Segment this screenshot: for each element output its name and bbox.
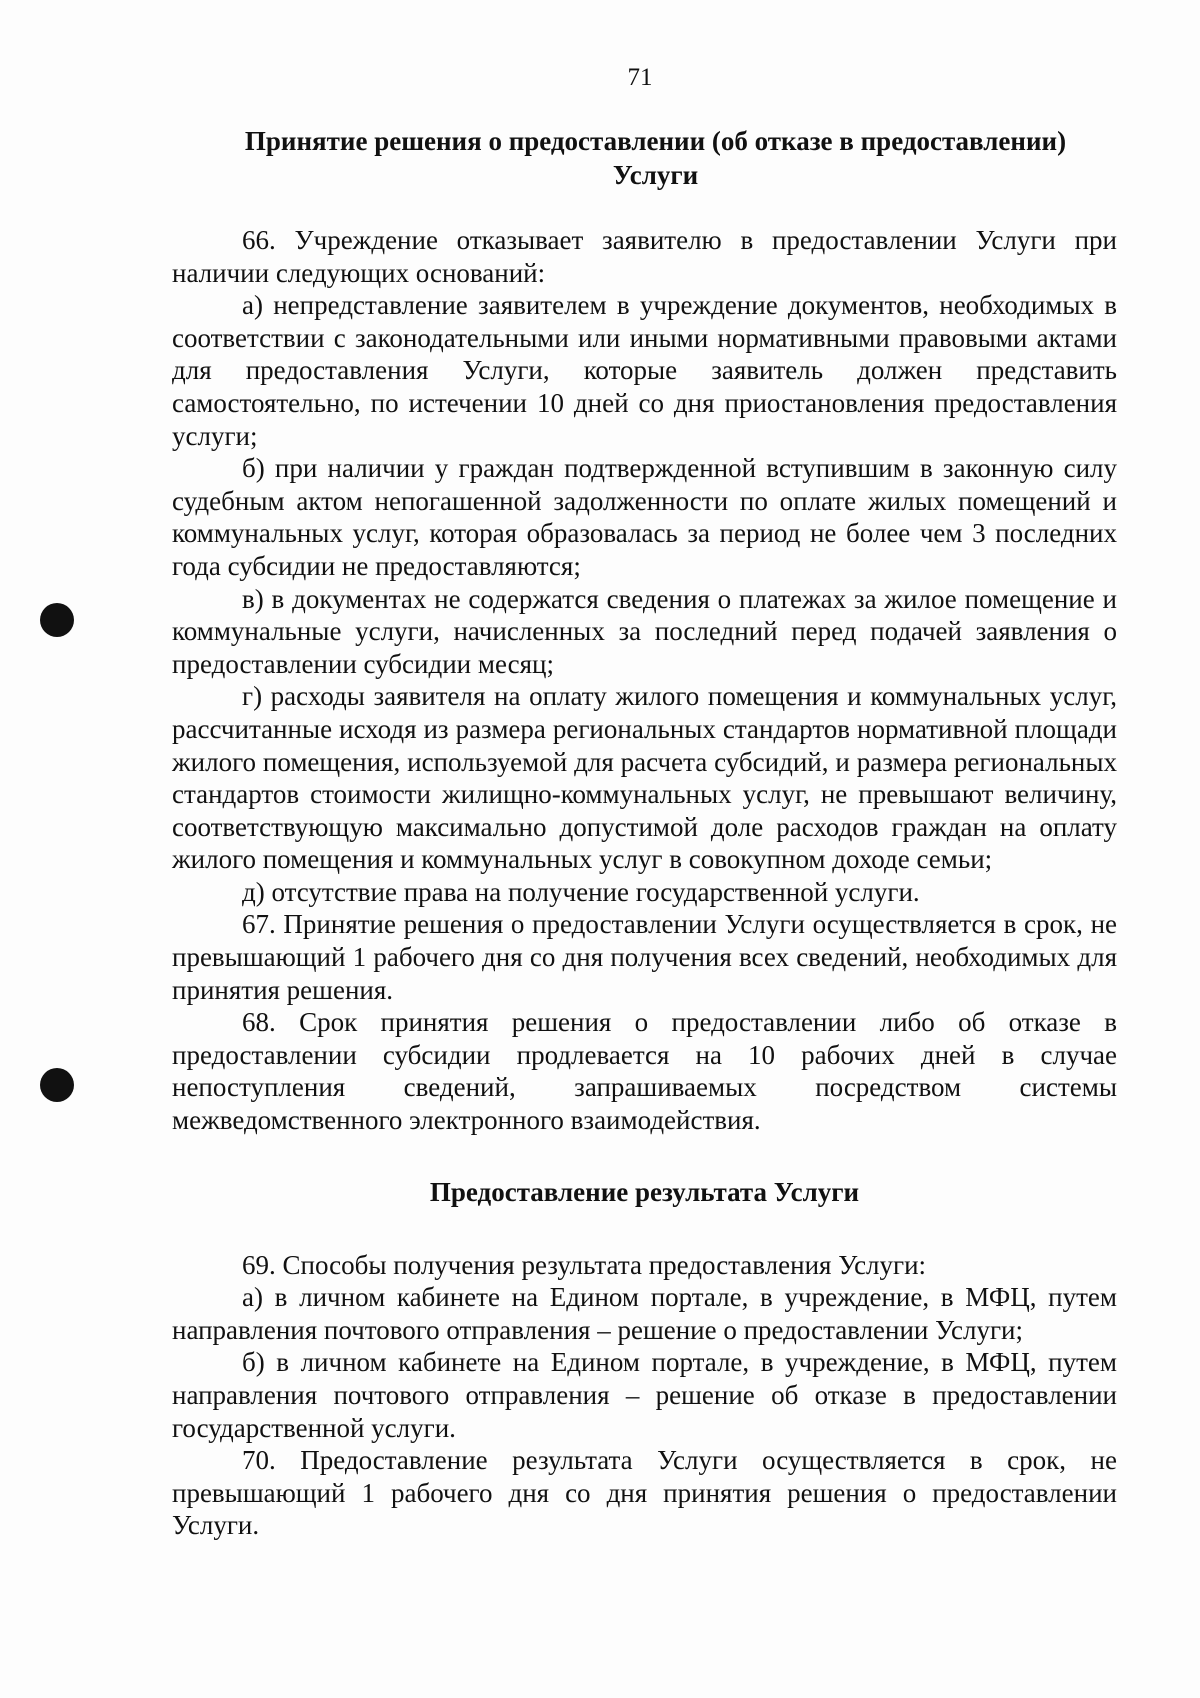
section-heading-line: Принятие решения о предоставлении (об отказе в предоставлении) (244, 126, 1067, 156)
section-heading-line: Услуги (612, 160, 699, 190)
binder-hole (40, 603, 74, 637)
paragraph: б) в личном кабинете на Едином портале, в учреждение, в МФЦ, путем направления почтового отправления – решение об отказе в предоставлении государственной услуги. (172, 1347, 1117, 1443)
document-body (172, 124, 1117, 1542)
section-heading (172, 124, 1117, 192)
binder-hole (40, 1068, 74, 1102)
paragraph: 70. Предоставление результата Услуги осуществляется в срок, не превышающий 1 рабочего дня со дня принятия решения о предоставлении Услуги. (172, 1445, 1117, 1541)
paragraph: 66. Учреждение отказывает заявителю в предоставлении Услуги при наличии следующих оснований: (172, 225, 1117, 288)
paragraph: в) в документах не содержатся сведения о платежах за жилое помещение и коммунальные услуги, начисленных за последний перед подачей заявления о предоставлении субсидии месяц; (172, 583, 1117, 679)
paragraph: а) непредставление заявителем в учреждение документов, необходимых в соответствии с законодательными или иными нормативными правовыми актами для предоставления Услуги, которые заявитель должен представить самостоятельно, по истечении 10 дней со дня приостановления предоставления услуги; (172, 290, 1117, 451)
paragraph: г) расходы заявителя на оплату жилого помещения и коммунальных услуг, рассчитанные исходя из размера региональных стандартов нормативной площади жилого помещения, используемой для расчета субсидий, и размера региональных стандартов стоимости жилищно-коммунальных услуг, не превышают величину, соответствующую максимально допустимой доле расходов граждан на оплату жилого помещения и коммунальных услуг в совокупном доходе семьи; (172, 681, 1117, 875)
section-heading: Предоставление результата Услуги (429, 1176, 860, 1207)
paragraph: б) при наличии у граждан подтвержденной вступившим в законную силу судебным актом непогашенной задолженности по оплате жилых помещений и коммунальных услуг, которая образовалась за период не более чем 3 последних года субсидии не предоставляются; (172, 453, 1117, 581)
paragraph: 68. Срок принятия решения о предоставлении либо об отказе в предоставлении субсидии продлевается на 10 рабочих дней в случае непоступления сведений, запрашиваемых посредством системы межведомственного электронного взаимодействия. (172, 1007, 1117, 1136)
paragraph: д) отсутствие права на получение государственной услуги. (242, 876, 920, 907)
page-number: 71 (627, 64, 653, 91)
paragraph: 67. Принятие решения о предоставлении Услуги осуществляется в срок, не превышающий 1 рабочего дня со дня получения всех сведений, необходимых для принятия решения. (172, 909, 1117, 1005)
paragraph: а) в личном кабинете на Едином портале, в учреждение, в МФЦ, путем направления почтового отправления – решение о предоставлении Услуги; (172, 1282, 1117, 1345)
paragraph: 69. Способы получения результата предоставления Услуги: (242, 1249, 927, 1280)
